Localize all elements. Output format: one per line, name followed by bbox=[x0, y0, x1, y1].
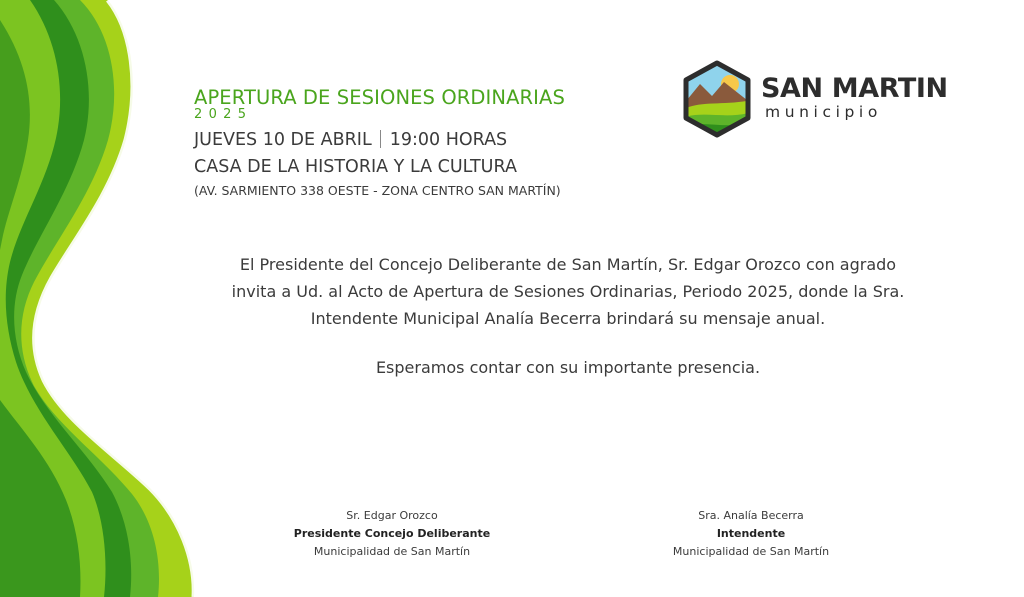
logo-name: SAN MARTIN bbox=[761, 73, 948, 104]
logo-subtitle: municipio bbox=[765, 103, 882, 121]
event-address: (AV. SARMIENTO 338 OESTE - ZONA CENTRO SAN MARTÍN) bbox=[194, 183, 561, 198]
hexagon-mountains-sun-icon bbox=[682, 60, 752, 138]
signature-block-president bbox=[272, 507, 512, 561]
signer-name: Sra. Analía Becerra bbox=[698, 509, 804, 522]
signature-block-mayor bbox=[631, 507, 871, 561]
san-martin-logo bbox=[682, 60, 952, 140]
event-venue: CASA DE LA HISTORIA Y LA CULTURA bbox=[194, 157, 517, 177]
event-header bbox=[194, 86, 654, 199]
signer-role: Presidente Concejo Deliberante bbox=[293, 527, 491, 540]
date-time-divider bbox=[380, 130, 381, 148]
signer-role: Intendente bbox=[716, 527, 786, 540]
body-line: El Presidente del Concejo Deliberante de San Martín, Sr. Edgar Orozco con agrado bbox=[239, 255, 897, 274]
event-title: APERTURA DE SESIONES ORDINARIAS bbox=[194, 86, 565, 109]
event-date: JUEVES 10 DE ABRIL bbox=[194, 130, 372, 150]
invitation-body bbox=[180, 251, 956, 332]
event-time: 19:00 HORAS bbox=[389, 130, 508, 150]
event-date-time bbox=[194, 129, 654, 151]
body-line: Intendente Municipal Analía Becerra brindará su mensaje anual. bbox=[310, 309, 826, 328]
signer-organization: Municipalidad de San Martín bbox=[672, 545, 830, 558]
closing-line: Esperamos contar con su importante presencia. bbox=[375, 358, 761, 377]
signer-organization: Municipalidad de San Martín bbox=[313, 545, 471, 558]
body-line: invita a Ud. al Acto de Apertura de Sesiones Ordinarias, Periodo 2025, donde la Sra. bbox=[231, 282, 905, 301]
signer-name: Sr. Edgar Orozco bbox=[346, 509, 438, 522]
event-year: 2025 bbox=[194, 107, 253, 122]
